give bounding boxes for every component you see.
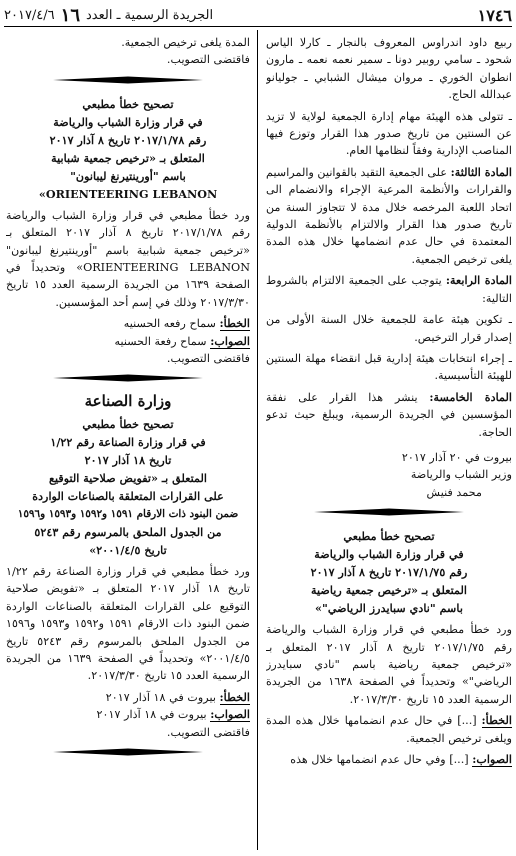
condition-item: ـ تكوين هيئة عامة للجمعية خلال السنة الأولى من إصدار قرار الترخيص. [266, 313, 512, 344]
notice-heading-line: ORIENTEERING LEBANON» [38, 186, 218, 201]
notice-heading-line: تاريخ ٢٠٠١/٤/٥» [89, 542, 167, 557]
section-separator [6, 747, 250, 757]
notice-heading-line: المتعلق بـ «ترخيص جمعية رياضية [311, 583, 467, 598]
separator-icon [53, 747, 203, 757]
notice-heading-line: باسم "أورينتيرنغ ليبانون" [70, 168, 186, 183]
notice-correction [6, 333, 250, 350]
separator-icon [53, 75, 203, 85]
right-column [266, 34, 512, 856]
error-label: الخطأ: [219, 316, 250, 331]
correction-text: [...] وفي حال عدم انضمامها خلال هذه [290, 753, 469, 766]
article-three [266, 164, 512, 268]
notice-heading-line: المتعلق بـ «تفويض صلاحية التوقيع [49, 470, 207, 485]
error-text: [...] في حال عدم انضمامها خلال هذه المدة ويلغى ترخيص الجمعية. [266, 714, 512, 745]
notice-title: تصحيح خطأ مطبعي [343, 529, 435, 544]
correction-text: سماح رفعة الحسنيه [114, 334, 207, 348]
notice-correction [6, 706, 250, 723]
signature-title: وزير الشباب والرياضة [410, 468, 512, 482]
notice-heading-line: في قرار وزارة الشباب والرياضة [53, 114, 203, 129]
notice-heading-line: رقم ٢٠١٧/١/٧٨ تاريخ ٨ آذار ٢٠١٧ [49, 132, 207, 147]
page-number: ١٧٤٦ [477, 5, 512, 25]
notice-correction [266, 751, 512, 768]
error-label: الخطأ: [481, 713, 512, 728]
article-three-text: على الجمعية التقيد بالقوانين والمراسيم والقرارات والأنظمة المرعية الإجراء والانضمام الى اتحاد اللعبة المرخصه خلال مدة لا تتجاوز السنة من تاريخ صدور هذا القرار والالتزام بالأنظمة الدولية المعتمدة في حال عدم انضمامها خلال هذه المدة يلغى ترخيص الجمعية. [266, 165, 512, 266]
column-divider [257, 30, 258, 850]
notice-heading-line: على القرارات المتعلقة بالصناعات الواردة [32, 488, 224, 503]
condition-item: ـ إجراء انتخابات هيئة إدارية قبل انقضاء مهلة السنتين للهيئة التأسيسية. [266, 351, 512, 383]
notice-title: تصحيح خطأ مطبعي [82, 96, 174, 111]
section-separator [6, 75, 250, 85]
notice-heading-line: في قرار وزارة الصناعة رقم ١/٢٢ [50, 434, 206, 449]
issue-number: ١٦ [60, 4, 80, 26]
notice-error [6, 689, 250, 706]
separator-icon [53, 373, 203, 383]
article-five-label: المادة الخامسة: [429, 389, 512, 404]
signature-name: محمد فنيش [426, 485, 482, 499]
correction-text: بيروت في ١٨ آذار ٢٠١٧ [96, 708, 207, 722]
signature-place-date: بيروت في ٢٠ آذار ٢٠١٧ [401, 450, 512, 464]
header-issue-info [4, 5, 213, 26]
ministry-heading: وزارة الصناعة [84, 392, 172, 411]
notice-heading-line: المتعلق بـ «ترخيص جمعية شبابية [51, 150, 205, 165]
notice-heading-line: من الجدول الملحق بالمرسوم رقم ٥٢٤٣ [34, 524, 222, 539]
separator-icon [314, 507, 464, 517]
notice-error [6, 315, 250, 332]
article-four-label: المادة الرابعة: [445, 273, 512, 288]
article-four-text: يتوجب على الجمعية الالتزام بالشروط التالية: [266, 274, 512, 305]
closing-line: فاقتضى التصويب. [166, 53, 250, 67]
notice-error [266, 712, 512, 747]
term-paragraph: ـ تتولى هذه الهيئة مهام إدارة الجمعية لولاية لا تزيد عن السنتين من تاريخ صدور هذا القرار وتوزع فيها المناصب الإدارية وفقاً لنظامها العام. [266, 109, 512, 158]
closing-line: فاقتضى التصويب. [166, 725, 250, 739]
article-three-label: المادة الثالثة: [450, 164, 512, 179]
section-separator [6, 373, 250, 383]
notice-body: ورد خطأ مطبعي في قرار وزارة الشباب والرياضة رقم ٢٠١٧/١/٧٨ تاريخ ٨ آذار ٢٠١٧ المتعلق بـ «ترخيص جمعية شبابية باسم "أورينتيرنغ ليبانون" ORIENTEERING LEBANON» وتحديداً في الصفحة ١٦٣٩ من الجريدة الرسمية العدد ١٥ تاريخ ٢٠١٧/٣/٣٠ وذلك في إسم أحد المؤسسين. [6, 208, 250, 309]
correction-label: الصواب: [210, 707, 250, 722]
notice-title: تصحيح خطأ مطبعي [82, 416, 174, 431]
notice-heading-line: في قرار وزارة الشباب والرياضة [314, 547, 464, 562]
section-separator [266, 507, 512, 517]
notice-heading-line: رقم ٢٠١٧/١/٧٥ تاريخ ٨ آذار ٢٠١٧ [310, 565, 468, 580]
notice-body: ورد خطأ مطبعي في قرار وزارة الصناعة رقم ١/٢٢ تاريخ ١٨ آذار ٢٠١٧ المتعلق بـ «تفويض صلاحية التوقيع على القرارات المتعلقة بالصناعات الواردة ضمن البنود ذات الارقام ١٥٩١ و١٥٩٢ و١٥٩٣ و١٥٩٦ من الجدول الملحق بالمرسوم رقم ٥٢٤٣ تاريخ ٢٠٠١/٤/٥» وتحديداً في الصفحة ١٦٣٩ من الجريدة الرسمية العدد ١٥ تاريخ ٢٠١٧/٣/٣٠. [6, 564, 250, 683]
error-label: الخطأ: [219, 689, 250, 704]
error-text: سماح رفعه الحسنيه [123, 317, 216, 331]
article-five [266, 389, 512, 441]
page-header [4, 4, 512, 27]
notice-body: ورد خطأ مطبعي في قرار وزارة الشباب والرياضة رقم ٢٠١٧/١/٧٥ تاريخ ٨ آذار ٢٠١٧ المتعلق بـ «ترخيص جمعية رياضية باسم "نادي سبايدرز الرياضي"» وتحديداً في الصفحة ١٦٣٨ من الجريدة الرسمية العدد ١٥ تاريخ ٢٠١٧/٣/٣٠. [266, 623, 512, 706]
correction-label: الصواب: [210, 333, 250, 348]
article-five-text: ينشر هذا القرار على نفقة المؤسسين في الجريدة الرسمية، ويبلغ حيث تدعو الحاجة. [266, 390, 512, 439]
founders-list: ربيع داود اندراوس المعروف بالنجار ـ كارلا الياس شحود ـ سامي روبير دونا ـ سمير نعمه نعمه ـ مارون انطوان الخوري ـ مروان ميشال الشبابي ـ جوليانو عبدالله الحاج. [266, 36, 512, 102]
continued-text: المدة يلغى ترخيص الجمعية. [121, 36, 250, 49]
article-four [266, 272, 512, 307]
closing-line: فاقتضى التصويب. [166, 352, 250, 366]
notice-heading-line: تاريخ ١٨ آذار ٢٠١٧ [84, 452, 172, 467]
notice-heading-line: ضمن البنود ذات الارقام ١٥٩١ و١٥٩٢ و١٥٩٣ و١٥٩٦ [17, 507, 239, 520]
correction-label: الصواب: [472, 752, 512, 766]
issue-label: الجريدة الرسمية ـ العدد [86, 7, 214, 23]
left-column [6, 34, 250, 856]
notice-heading-line: باسم "نادي سبايدرز الرياضي"» [315, 601, 463, 616]
header-date: ٢٠١٧/٤/٦ [4, 7, 55, 23]
error-text: بيروت في ١٨ آذار ٢٠١٧ [105, 690, 216, 704]
